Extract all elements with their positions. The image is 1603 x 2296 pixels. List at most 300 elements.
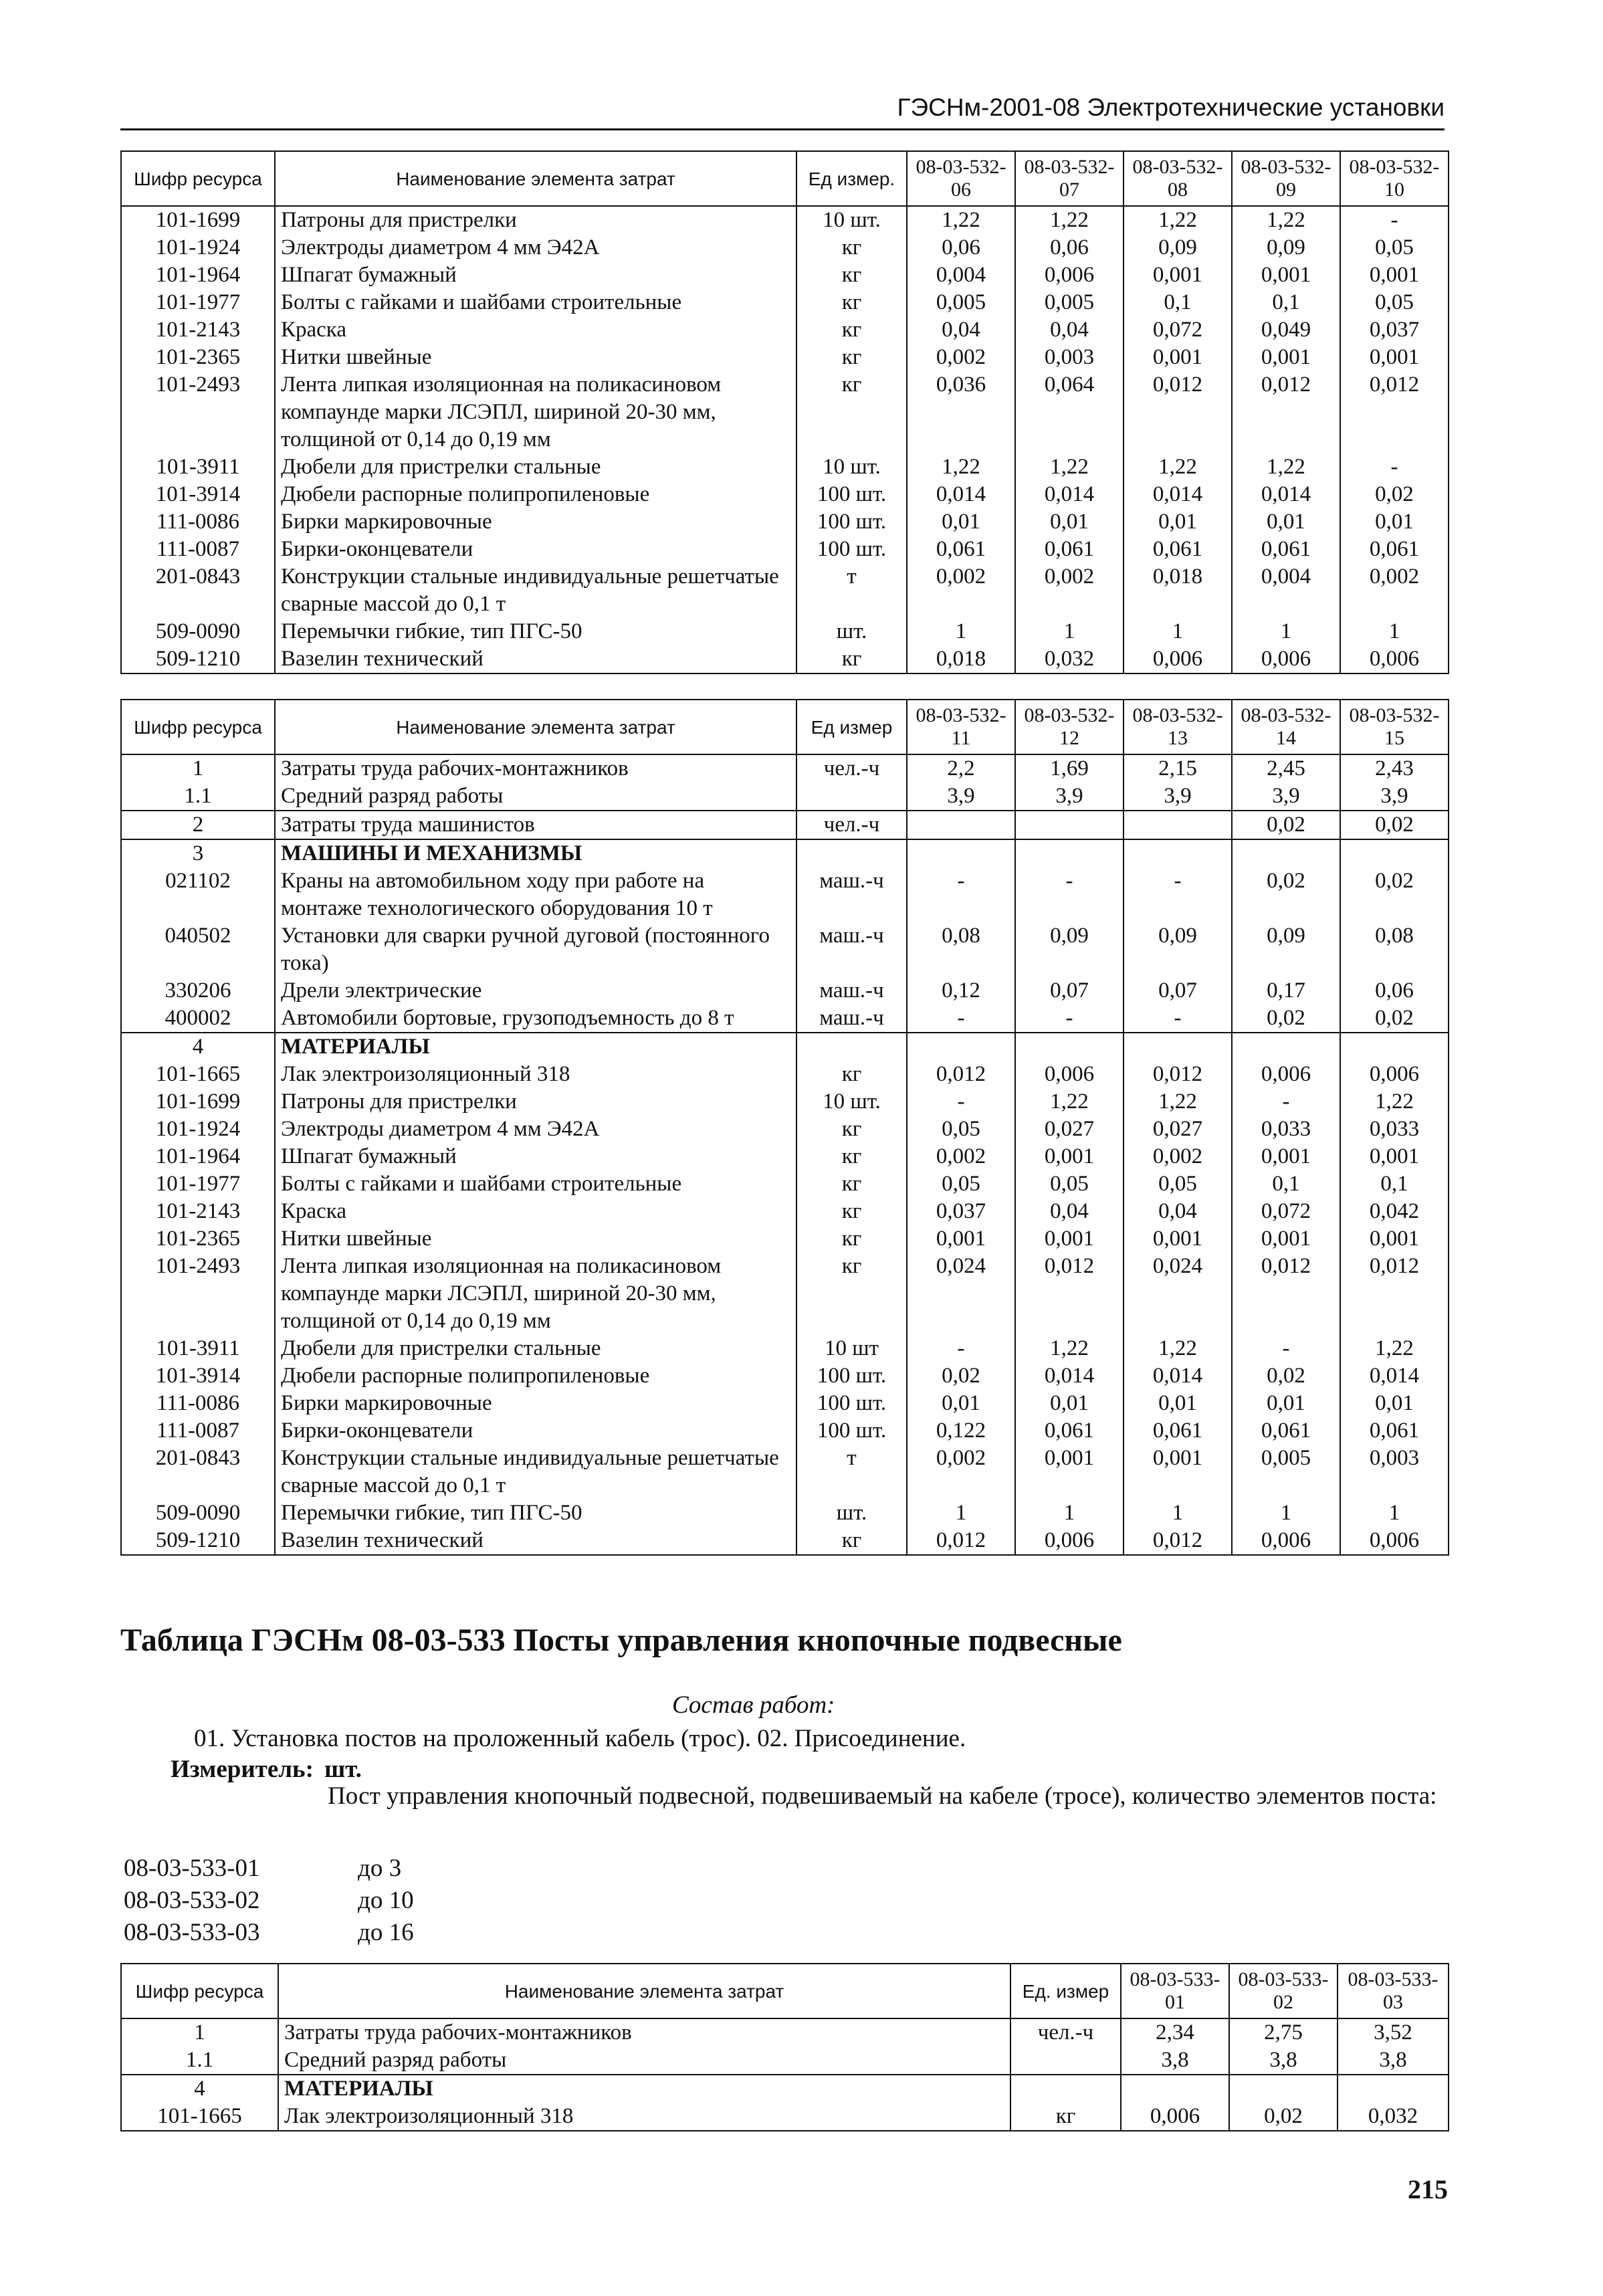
cost-element-name-cell: Конструкции стальные индивидуальные решетчатые сварные массой до 0,1 т [275,1445,796,1499]
value-cell: 0,002 [907,1143,1015,1170]
col-price-code: 08-03-532-15 [1340,700,1449,754]
value-cell: 0,061 [1124,1417,1232,1445]
value-cell: 1 [1340,618,1449,645]
value-cell [1124,1033,1232,1061]
value-cell: 0,001 [1124,1225,1232,1253]
value-cell: 0,006 [1340,1061,1449,1088]
value-cell: 0,02 [1232,1005,1340,1033]
value-cell: 1,22 [1340,1335,1449,1362]
value-cell: 2,43 [1340,754,1449,782]
value-cell: 0,012 [907,1527,1015,1555]
value-cell: - [1124,1005,1232,1033]
value-cell: 0,001 [907,1225,1015,1253]
table-row [121,1198,1449,1225]
cost-element-name-cell: Перемычки гибкие, тип ПГС-50 [275,618,796,645]
cost-element-name-cell: Краны на автомобильном ходу при работе на монтаже технологического оборудования 10 т [275,867,796,922]
value-cell: 0,006 [1232,645,1340,673]
resource-code-cell: 201-0843 [121,1445,275,1499]
value-cell: 1 [1015,618,1124,645]
value-cell: 0,072 [1232,1198,1340,1225]
unit-cell: 100 шт. [796,1362,907,1390]
value-cell: 0,027 [1124,1116,1232,1143]
value-cell: - [907,1005,1015,1033]
value-cell: 0,02 [1229,2103,1338,2131]
value-cell: 0,003 [1340,1445,1449,1499]
table-row [121,618,1449,645]
table-row [121,782,1449,811]
value-cell: 0,037 [907,1198,1015,1225]
col-price-code: 08-03-532-08 [1124,151,1232,206]
value-cell: 0,006 [1232,1061,1340,1088]
value-cell: 0,08 [1340,922,1449,977]
value-cell: 0,001 [1015,1445,1124,1499]
col-price-code: 08-03-533-02 [1229,1964,1338,2018]
value-cell: 0,014 [1124,481,1232,508]
variant-label: до 10 [358,1887,414,1914]
value-cell: 0,001 [1340,1225,1449,1253]
value-cell: 0,061 [1340,1417,1449,1445]
value-cell: 2,34 [1121,2018,1229,2047]
table-row [121,289,1449,316]
cost-element-name-cell: Нитки швейные [275,344,796,371]
value-cell: 3,8 [1121,2047,1229,2075]
value-cell: - [1124,867,1232,922]
value-cell: 0,06 [1015,234,1124,262]
unit-cell: кг [796,1061,907,1088]
value-cell [1232,1033,1340,1061]
value-cell: 0,006 [1015,1061,1124,1088]
value-cell: 0,061 [1232,1417,1340,1445]
value-cell: 0,001 [1340,1143,1449,1170]
unit-cell: кг [796,1143,907,1170]
value-cell: 0,012 [907,1061,1015,1088]
resource-code-cell: 330206 [121,977,275,1005]
col-unit: Ед. измер [1010,1964,1121,2018]
work-description: Пост управления кнопочный подвесной, подвешиваемый на кабеле (тросе), количество элементов поста: [328,1782,1437,1810]
value-cell: 0,012 [1124,1061,1232,1088]
value-cell: 1,22 [1340,1088,1449,1116]
value-cell: 0,004 [1232,563,1340,618]
resource-code-cell: 101-2365 [121,344,275,371]
value-cell: 0,014 [1015,481,1124,508]
value-cell: 0,09 [1232,234,1340,262]
table-row [121,839,1449,867]
value-cell: 0,001 [1232,1225,1340,1253]
value-cell: 0,09 [1232,922,1340,977]
value-cell: 0,04 [907,316,1015,344]
unit-cell: маш.-ч [796,922,907,977]
value-cell: 0,02 [1340,811,1449,839]
resource-code-cell: 040502 [121,922,275,977]
value-cell: 0,061 [1232,536,1340,563]
value-cell: 1,22 [1232,206,1340,234]
unit-cell: кг [796,1198,907,1225]
value-cell: 0,006 [1340,1527,1449,1555]
value-cell: 0,01 [1340,1390,1449,1417]
resource-code-cell: 1.1 [121,2047,278,2075]
value-cell: 0,002 [1124,1143,1232,1170]
col-unit: Ед измер [796,700,907,754]
col-resource-code: Шифр ресурса [121,700,275,754]
value-cell: 0,1 [1232,289,1340,316]
value-cell: 2,75 [1229,2018,1338,2047]
value-cell: 0,1 [1124,289,1232,316]
cost-element-name-cell: Затраты труда рабочих-монтажников [278,2018,1010,2047]
table-row [121,234,1449,262]
table-row [121,508,1449,536]
cost-element-name-cell: Электроды диаметром 4 мм Э42А [275,1116,796,1143]
value-cell: 1 [1124,618,1232,645]
value-cell: 0,002 [907,1445,1015,1499]
value-cell [907,811,1015,839]
value-cell: 0,012 [1124,371,1232,453]
resource-code-cell: 509-0090 [121,618,275,645]
table-row [121,371,1449,453]
value-cell: 0,014 [1340,1362,1449,1390]
table-row [121,1116,1449,1143]
resource-code-cell: 101-1964 [121,262,275,289]
value-cell: 0,05 [1015,1170,1124,1198]
value-cell [1121,2075,1229,2103]
resource-code-cell: 101-1977 [121,1170,275,1198]
value-cell: 3,9 [1340,782,1449,811]
value-cell: 1 [1124,1499,1232,1527]
unit-cell: кг [796,1253,907,1335]
unit-cell [1010,2075,1121,2103]
value-cell: 3,9 [1124,782,1232,811]
col-price-code: 08-03-532-11 [907,700,1015,754]
unit-cell: 100 шт. [796,508,907,536]
table-row [121,1362,1449,1390]
value-cell: 3,9 [1232,782,1340,811]
cost-element-name-cell: Дюбели распорные полипропиленовые [275,481,796,508]
resource-code-cell: 101-2365 [121,1225,275,1253]
value-cell: 0,02 [907,1362,1015,1390]
col-price-code: 08-03-532-07 [1015,151,1124,206]
value-cell [1232,839,1340,867]
unit-cell: 10 шт. [796,453,907,481]
value-cell: 0,014 [1124,1362,1232,1390]
unit-cell: маш.-ч [796,1005,907,1033]
value-cell: 3,8 [1229,2047,1338,2075]
cost-element-name-cell: Вазелин технический [275,645,796,673]
resource-table-532-11-15 [120,699,1449,1556]
value-cell: 0,037 [1340,316,1449,344]
table-row [121,481,1449,508]
unit-cell: 100 шт. [796,536,907,563]
resource-code-cell: 2 [121,811,275,839]
unit-cell [796,839,907,867]
value-cell [1340,1033,1449,1061]
value-cell: 0,072 [1124,316,1232,344]
value-cell: 0,05 [1340,234,1449,262]
value-cell: 0,027 [1015,1116,1124,1143]
value-cell: 0,01 [1340,508,1449,536]
value-cell: 0,05 [1124,1170,1232,1198]
value-cell: 1 [1015,1499,1124,1527]
table-row [121,2018,1449,2047]
unit-cell [1010,2047,1121,2075]
cost-element-name-cell: Краска [275,316,796,344]
value-cell: 0,018 [907,645,1015,673]
value-cell: 0,002 [907,563,1015,618]
cost-element-name-cell: Лак электроизоляционный 318 [275,1061,796,1088]
value-cell [1124,839,1232,867]
unit-cell: т [796,563,907,618]
unit-cell: 10 шт. [796,206,907,234]
unit-cell: кг [796,1527,907,1555]
value-cell: 0,012 [1232,371,1340,453]
value-cell: 1,22 [1124,1088,1232,1116]
value-cell [1015,839,1124,867]
col-resource-code: Шифр ресурса [121,1964,278,2018]
value-cell: - [1340,206,1449,234]
table-row [121,536,1449,563]
value-cell: 0,061 [1015,1417,1124,1445]
resource-code-cell: 101-1665 [121,1061,275,1088]
value-cell [1015,811,1124,839]
resource-code-cell: 101-2493 [121,371,275,453]
value-cell: 0,006 [1124,645,1232,673]
resource-code-cell: 101-1699 [121,1088,275,1116]
cost-element-name-cell: Болты с гайками и шайбами строительные [275,1170,796,1198]
value-cell: 2,45 [1232,754,1340,782]
value-cell: 1,22 [1124,206,1232,234]
col-price-code: 08-03-533-01 [1121,1964,1229,2018]
value-cell: 0,09 [1015,922,1124,977]
table-row [121,1061,1449,1088]
section-title-cell: МАШИНЫ И МЕХАНИЗМЫ [275,839,796,867]
col-price-code: 08-03-532-12 [1015,700,1124,754]
resource-code-cell: 101-3914 [121,481,275,508]
value-cell: 0,122 [907,1417,1015,1445]
unit-cell: чел.-ч [796,811,907,839]
unit-cell: кг [796,371,907,453]
resource-code-cell: 101-2143 [121,316,275,344]
value-cell: 2,15 [1124,754,1232,782]
unit-cell: маш.-ч [796,867,907,922]
unit-cell: 100 шт. [796,481,907,508]
table-row [121,262,1449,289]
col-cost-element-name: Наименование элемента затрат [275,151,796,206]
value-cell: 0,036 [907,371,1015,453]
value-cell: 0,05 [1340,289,1449,316]
resource-table-533 [120,1963,1449,2131]
cost-element-name-cell: Перемычки гибкие, тип ПГС-50 [275,1499,796,1527]
work-composition-items: 01. Установка постов на проложенный кабель (трос). 02. Присоединение. [194,1725,966,1752]
resource-code-cell: 1.1 [121,782,275,811]
cost-element-name-cell: Краска [275,1198,796,1225]
table-row [121,2047,1449,2075]
value-cell: 1,22 [1015,1088,1124,1116]
col-cost-element-name: Наименование элемента затрат [275,700,796,754]
value-cell: 0,001 [1232,344,1340,371]
resource-code-cell: 201-0843 [121,563,275,618]
value-cell: 0,001 [1340,344,1449,371]
value-cell: 0,012 [1124,1527,1232,1555]
value-cell: 0,07 [1015,977,1124,1005]
table-row [121,1499,1449,1527]
table-row [121,1417,1449,1445]
resource-code-cell: 101-3911 [121,1335,275,1362]
value-cell: - [1232,1335,1340,1362]
value-cell: - [1015,1005,1124,1033]
value-cell: 0,005 [1015,289,1124,316]
cost-element-name-cell: Дрели электрические [275,977,796,1005]
table-row [121,1088,1449,1116]
value-cell: 0,049 [1232,316,1340,344]
resource-code-cell: 111-0087 [121,1417,275,1445]
unit-cell: кг [796,289,907,316]
value-cell: 3,9 [1015,782,1124,811]
value-cell: - [1232,1088,1340,1116]
value-cell: 0,01 [1232,1390,1340,1417]
section-title-cell: МАТЕРИАЛЫ [275,1033,796,1061]
value-cell [907,1033,1015,1061]
cost-element-name-cell: Лента липкая изоляционная на поликасиновом компаунде марки ЛСЭПЛ, шириной 20-30 мм, толщиной от 0,14 до 0,19 мм [275,371,796,453]
cost-element-name-cell: Дюбели распорные полипропиленовые [275,1362,796,1390]
value-cell: 1,22 [1015,453,1124,481]
cost-element-name-cell: Бирки-оконцеватели [275,1417,796,1445]
value-cell [907,839,1015,867]
table-row [121,754,1449,782]
value-cell: 0,003 [1015,344,1124,371]
value-cell: 0,02 [1340,481,1449,508]
cost-element-name-cell: Бирки маркировочные [275,508,796,536]
resource-code-cell: 400002 [121,1005,275,1033]
value-cell: - [1015,867,1124,922]
table-row [121,206,1449,234]
col-resource-code: Шифр ресурса [121,151,275,206]
cost-element-name-cell: Нитки швейные [275,1225,796,1253]
value-cell: 0,024 [1124,1253,1232,1335]
cost-element-name-cell: Установки для сварки ручной дуговой (постоянного тока) [275,922,796,977]
cost-element-name-cell: Средний разряд работы [275,782,796,811]
resource-code-cell: 101-3914 [121,1362,275,1390]
table-row [121,1527,1449,1555]
resource-code-cell: 101-1924 [121,1116,275,1143]
cost-element-name-cell: Бирки-оконцеватели [275,536,796,563]
resource-code-cell: 101-2143 [121,1198,275,1225]
value-cell: 0,061 [907,536,1015,563]
value-cell: 0,001 [1232,262,1340,289]
value-cell: - [1340,453,1449,481]
value-cell: - [907,1335,1015,1362]
cost-element-name-cell: Лента липкая изоляционная на поликасиновом компаунде марки ЛСЭПЛ, шириной 20-30 мм, толщиной от 0,14 до 0,19 мм [275,1253,796,1335]
table-row [121,316,1449,344]
table-row [121,1390,1449,1417]
value-cell: 0,001 [1015,1143,1124,1170]
unit-cell: кг [1010,2103,1121,2131]
value-cell: 0,014 [1015,1362,1124,1390]
resource-code-cell: 101-1977 [121,289,275,316]
resource-code-cell: 4 [121,1033,275,1061]
section-title-cell: МАТЕРИАЛЫ [278,2075,1010,2103]
unit-cell: 10 шт [796,1335,907,1362]
value-cell: 3,8 [1338,2047,1449,2075]
value-cell: 3,52 [1338,2018,1449,2047]
meter-value: шт. [324,1756,362,1783]
value-cell: 0,014 [907,481,1015,508]
resource-code-cell: 101-1699 [121,206,275,234]
value-cell: 0,04 [1124,1198,1232,1225]
value-cell: 0,033 [1340,1116,1449,1143]
variant-code: 08-03-533-02 [124,1887,260,1914]
cost-element-name-cell: Вазелин технический [275,1527,796,1555]
unit-cell: кг [796,1225,907,1253]
variant-code: 08-03-533-01 [124,1855,260,1882]
cost-element-name-cell: Затраты труда машинистов [275,811,796,839]
value-cell: 0,05 [907,1116,1015,1143]
value-cell: 0,012 [1340,371,1449,453]
unit-cell: шт. [796,618,907,645]
unit-cell [796,1033,907,1061]
value-cell: 0,064 [1015,371,1124,453]
table-row [121,1445,1449,1499]
value-cell: 0,001 [1232,1143,1340,1170]
value-cell: 0,032 [1338,2103,1449,2131]
variant-code: 08-03-533-03 [124,1919,260,1946]
value-cell: 0,001 [1124,1445,1232,1499]
cost-element-name-cell: Болты с гайками и шайбами строительные [275,289,796,316]
value-cell: 0,02 [1232,1362,1340,1390]
value-cell: 0,033 [1232,1116,1340,1143]
resource-code-cell: 509-1210 [121,645,275,673]
value-cell: 0,01 [1124,508,1232,536]
table-row [121,1225,1449,1253]
value-cell: 1 [907,1499,1015,1527]
page-number: 215 [1408,2174,1448,2204]
value-cell: 0,01 [1015,1390,1124,1417]
table-row [121,2075,1449,2103]
table-row [121,453,1449,481]
col-cost-element-name: Наименование элемента затрат [278,1964,1010,2018]
resource-code-cell: 101-2493 [121,1253,275,1335]
value-cell: 0,1 [1340,1170,1449,1198]
table-row [121,344,1449,371]
value-cell: 0,014 [1232,481,1340,508]
value-cell: 1,22 [1015,1335,1124,1362]
unit-cell: т [796,1445,907,1499]
cost-element-name-cell: Шпагат бумажный [275,1143,796,1170]
value-cell: 0,01 [907,1390,1015,1417]
value-cell: 0,006 [1121,2103,1229,2131]
resource-code-cell: 101-1924 [121,234,275,262]
value-cell [1338,2075,1449,2103]
value-cell: 0,012 [1232,1253,1340,1335]
col-price-code: 08-03-532-14 [1232,700,1340,754]
value-cell: 0,02 [1340,867,1449,922]
value-cell: 0,006 [1015,1527,1124,1555]
unit-cell: кг [796,1170,907,1198]
value-cell: 0,01 [1015,508,1124,536]
cost-element-name-cell: Дюбели для пристрелки стальные [275,453,796,481]
value-cell: 0,061 [1340,536,1449,563]
cost-element-name-cell: Патроны для пристрелки [275,206,796,234]
value-cell: 1 [1232,618,1340,645]
value-cell: 0,004 [907,262,1015,289]
col-price-code: 08-03-532-13 [1124,700,1232,754]
unit-cell: кг [796,1116,907,1143]
unit-cell: чел.-ч [796,754,907,782]
unit-cell: 10 шт. [796,1088,907,1116]
value-cell: 1,22 [907,206,1015,234]
resource-code-cell: 101-1665 [121,2103,278,2131]
cost-element-name-cell: Затраты труда рабочих-монтажников [275,754,796,782]
table-row [121,563,1449,618]
value-cell: 0,01 [1124,1390,1232,1417]
cost-element-name-cell: Электроды диаметром 4 мм Э42А [275,234,796,262]
